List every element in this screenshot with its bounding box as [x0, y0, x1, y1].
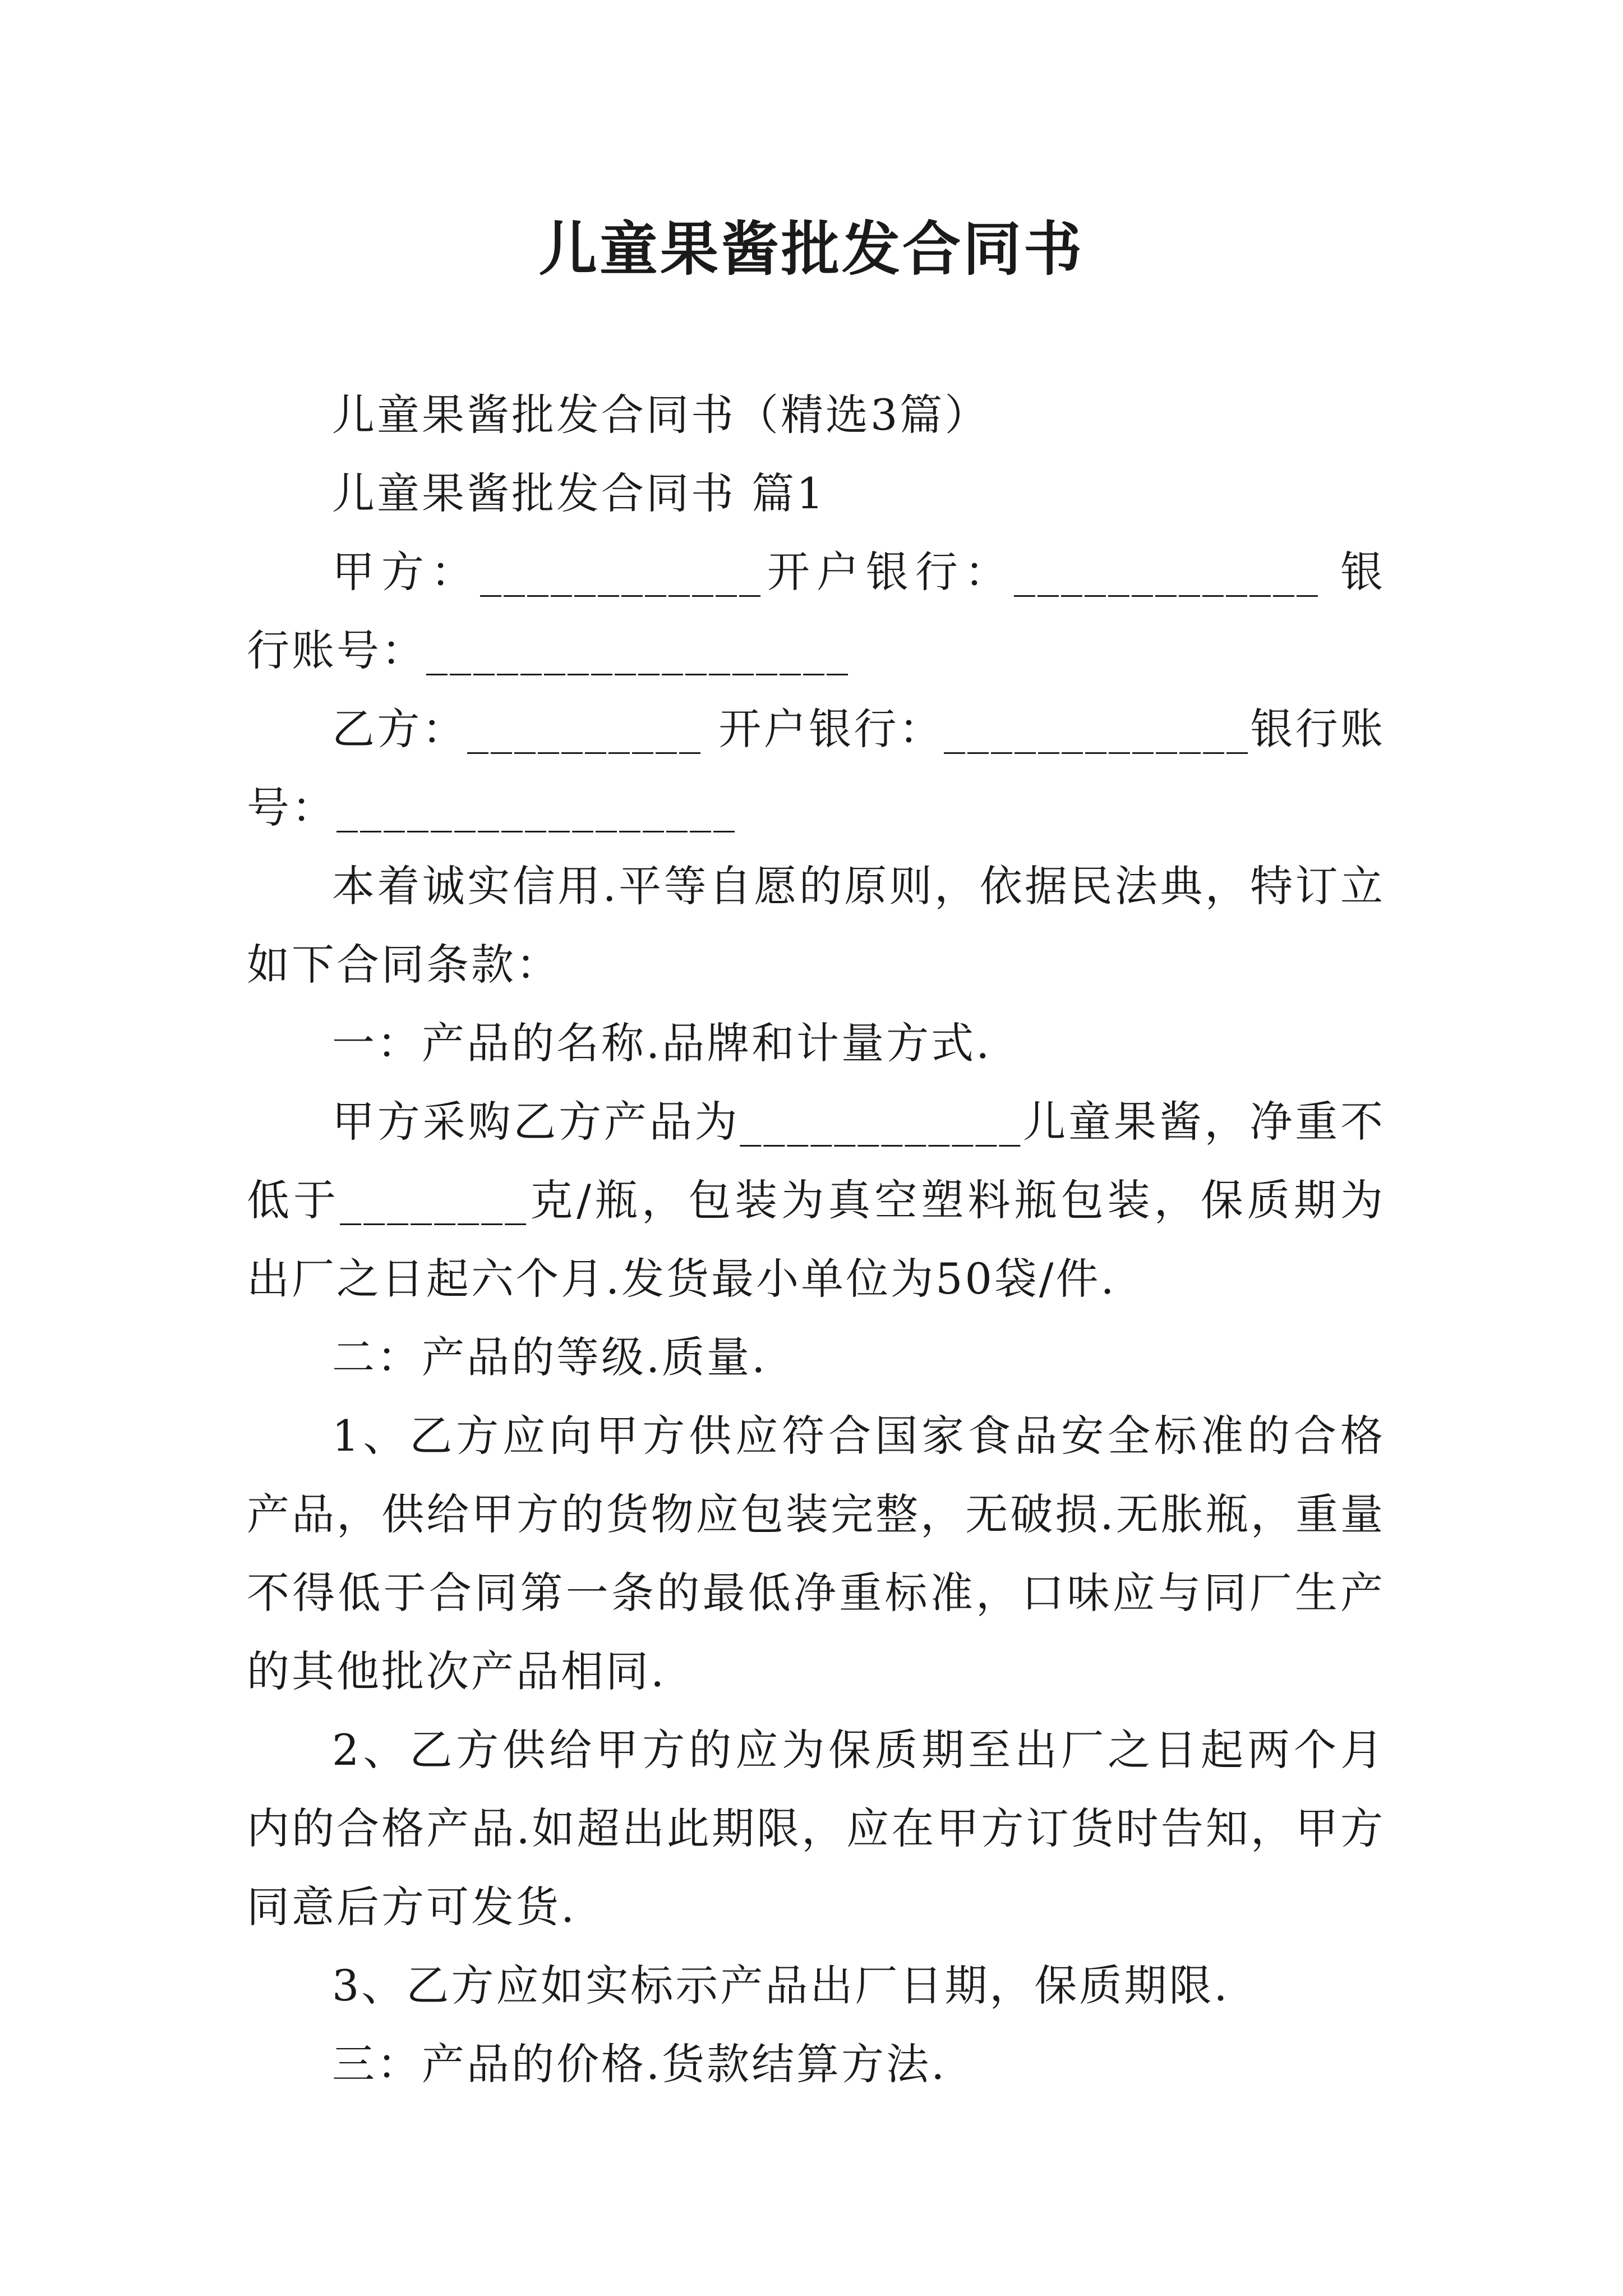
paragraph-clause-2-item-2: 2、乙方供给甲方的应为保质期至出厂之日起两个月内的合格产品.如超出此期限，应在甲方订货时告知，甲方同意后方可发货.	[247, 1725, 1385, 1932]
paragraph-party-b: 乙方：__________ 开户银行：_____________银行账号：_________________	[247, 704, 1385, 832]
paragraph-clause-1-body: 甲方采购乙方产品为____________儿童果酱，净重不低于________克/瓶，包装为真空塑料瓶包装，保质期为出厂之日起六个月.发货最小单位为50袋/件.	[247, 1097, 1385, 1304]
paragraph-preamble: 本着诚实信用.平等自愿的原则，依据民法典，特订立如下合同条款：	[247, 861, 1385, 990]
document-body	[247, 376, 1385, 2104]
paragraph-section-heading: 儿童果酱批发合同书 篇1	[332, 468, 826, 518]
paragraph-clause-2-item-3: 3、乙方应如实标示产品出厂日期，保质期限.	[332, 1961, 1230, 2010]
paragraph-clause-2-heading: 二：产品的等级.质量.	[332, 1332, 768, 1382]
paragraph-subtitle: 儿童果酱批发合同书（精选3篇）	[332, 390, 990, 440]
paragraph-party-a: 甲方：____________开户银行：_____________ 银行账号：__________________	[247, 547, 1385, 675]
paragraph-clause-3-heading: 三：产品的价格.货款结算方法.	[332, 2039, 947, 2089]
document-title: 儿童果酱批发合同书	[538, 214, 1084, 283]
paragraph-clause-2-item-1: 1、乙方应向甲方供应符合国家食品安全标准的合格产品，供给甲方的货物应包装完整，无破损.无胀瓶，重量不得低于合同第一条的最低净重标准，口味应与同厂生产的其他批次产品相同.	[247, 1411, 1385, 1696]
paragraph-clause-1-heading: 一：产品的名称.品牌和计量方式.	[332, 1018, 992, 1068]
